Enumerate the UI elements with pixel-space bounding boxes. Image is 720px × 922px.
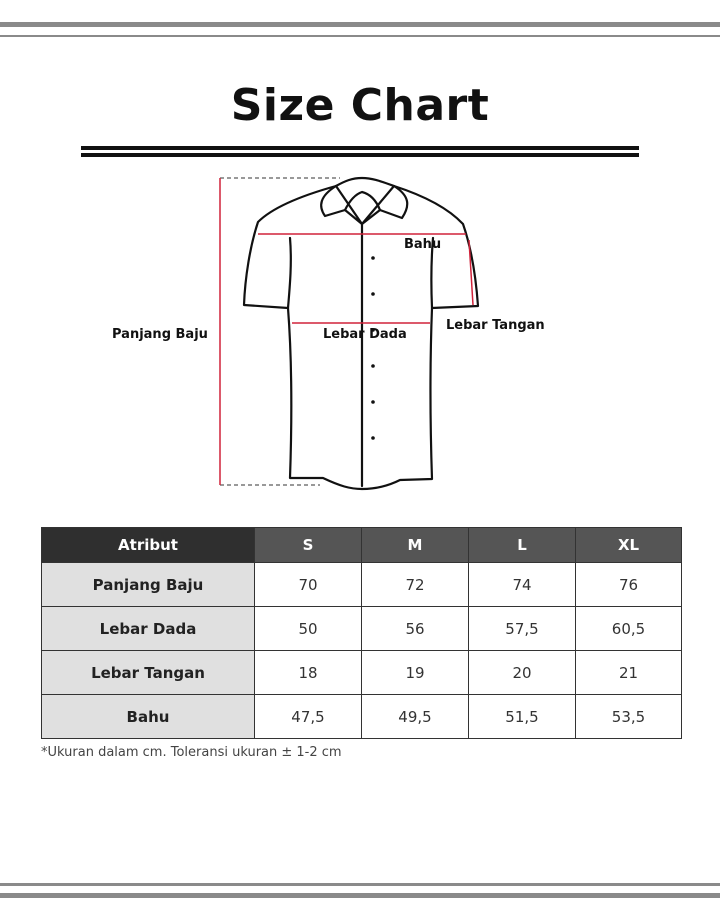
row-label: Bahu [42,695,255,739]
table-cell: 53,5 [576,695,682,739]
table-cell: 56 [362,607,469,651]
label-panjang-baju: Panjang Baju [112,327,208,342]
table-cell: 18 [255,651,362,695]
label-lebar-dada: Lebar Dada [323,327,407,342]
top-border-thick [0,22,720,27]
label-bahu: Bahu [404,237,442,252]
page-title: Size Chart [230,80,490,131]
header-size-xl: XL [576,528,682,563]
table-cell: 51,5 [469,695,576,739]
table-cell: 70 [255,563,362,607]
table-row [42,651,682,695]
row-label: Lebar Dada [42,607,255,651]
table-cell: 72 [362,563,469,607]
shirt-buttons [371,256,375,440]
table-cell: 74 [469,563,576,607]
table-cell: 76 [576,563,682,607]
table-cell: 20 [469,651,576,695]
row-label: Lebar Tangan [42,651,255,695]
top-border-thin [0,35,720,37]
table-cell: 19 [362,651,469,695]
table-cell: 50 [255,607,362,651]
title-underline-top [81,146,639,150]
table-cell: 47,5 [255,695,362,739]
table-row [42,607,682,651]
table-header-row [42,528,682,563]
header-atribut: Atribut [42,528,255,563]
label-lebar-tangan: Lebar Tangan [446,318,545,333]
header-size-l: L [469,528,576,563]
table-cell: 21 [576,651,682,695]
header-size-s: S [255,528,362,563]
title-underline-bottom [81,153,639,157]
size-table [41,527,682,739]
table-cell: 49,5 [362,695,469,739]
table-row [42,563,682,607]
bottom-border-thick [0,893,720,898]
size-note: *Ukuran dalam cm. Toleransi ukuran ± 1-2 cm [41,745,342,760]
header-size-m: M [362,528,469,563]
table-row [42,695,682,739]
bottom-border-thin [0,883,720,886]
table-cell: 60,5 [576,607,682,651]
row-label: Panjang Baju [42,563,255,607]
table-cell: 57,5 [469,607,576,651]
